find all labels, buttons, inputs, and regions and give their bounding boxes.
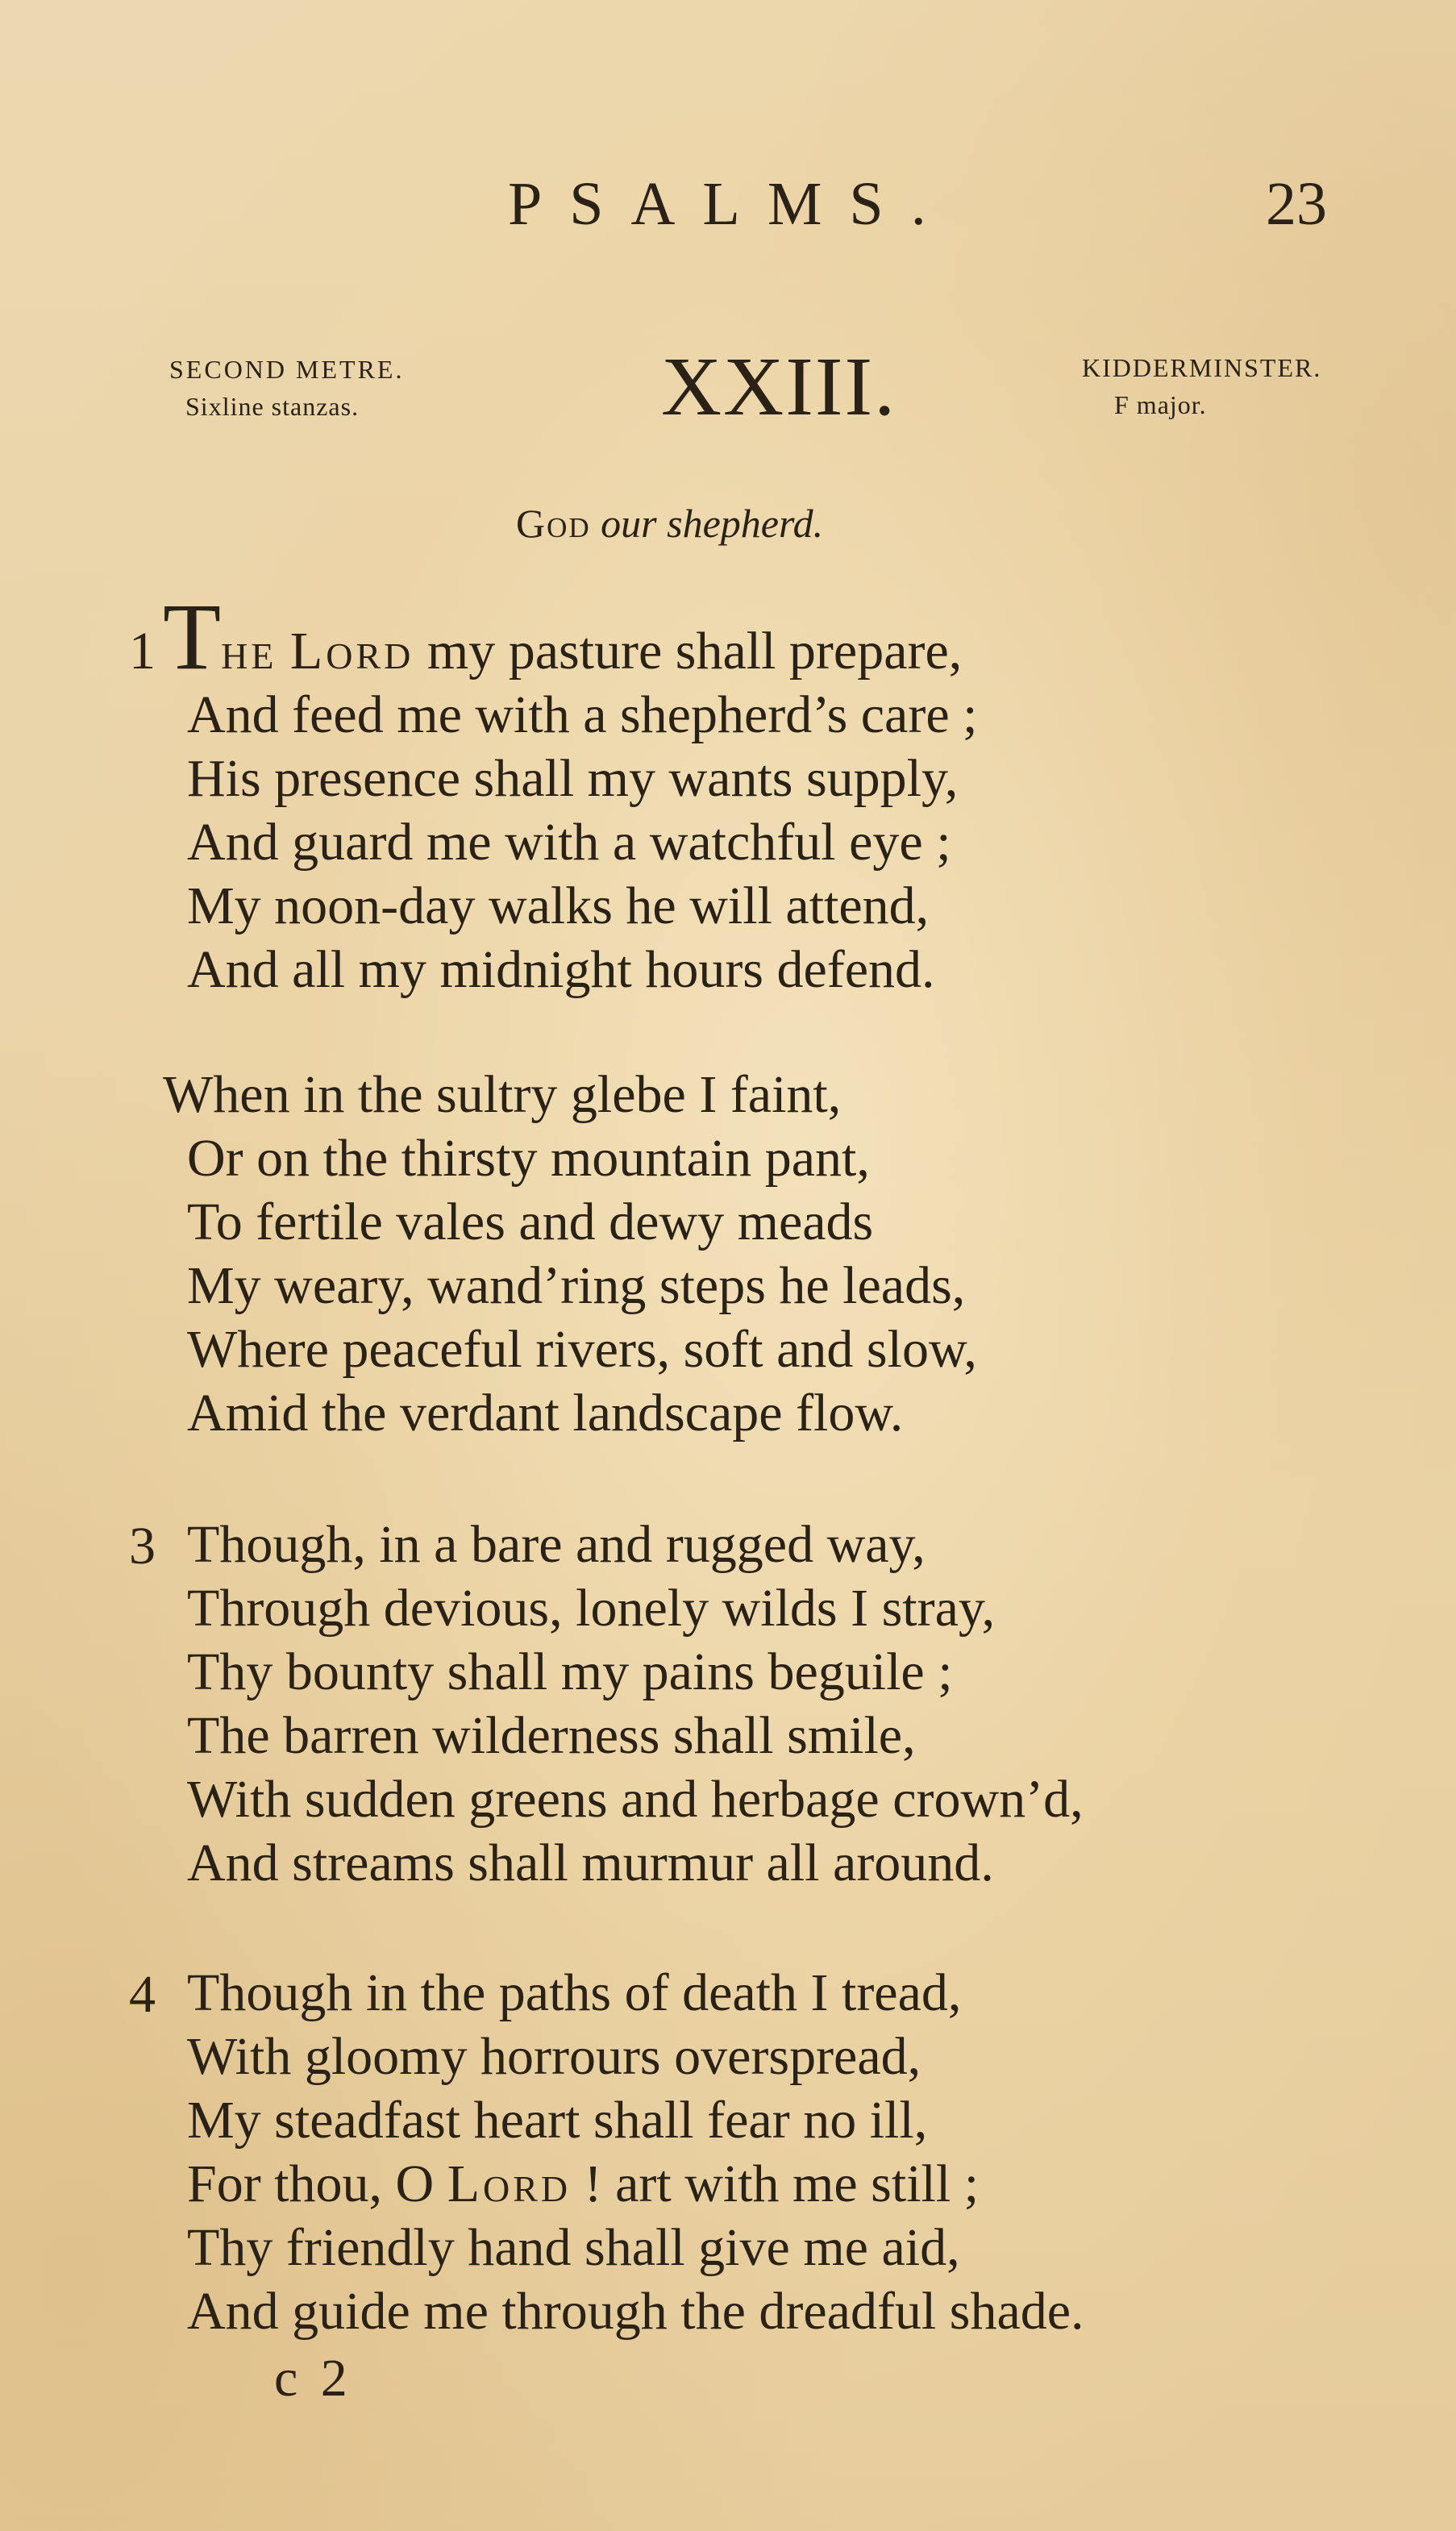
line-lord: Lord	[447, 2154, 572, 2213]
stanza-first-line: Though in the paths of death I tread,	[187, 1963, 962, 2022]
verse-number: 4	[129, 1965, 156, 2024]
tune-name: KIDDERMINSTER.	[1082, 353, 1322, 382]
stanza-line: To fertile vales and dewy meads	[187, 1193, 874, 1251]
stanza-line: My noon-day walks he will attend,	[187, 876, 930, 935]
stanza-first-line: When in the sultry glebe I faint,	[163, 1065, 842, 1124]
psalm-subtitle	[516, 500, 823, 547]
stanza-line: Amid the verdant landscape flow.	[187, 1384, 904, 1442]
signature-mark: c 2	[274, 2349, 352, 2408]
verse-number: 1	[129, 622, 156, 681]
opening-lord: Lord	[289, 622, 414, 681]
stanza-line: With sudden greens and herbage crown’d,	[187, 1770, 1084, 1829]
line-post: ! art with me still ;	[571, 2154, 980, 2213]
page-number: 23	[1266, 170, 1327, 238]
stanza-line: Or on the thirsty mountain pant,	[187, 1129, 870, 1188]
subtitle-rest: our shepherd.	[601, 501, 824, 546]
stanza-line: Through devious, lonely wilds I stray,	[187, 1579, 996, 1638]
stanza-1	[163, 584, 978, 1001]
stanza-first-line: Though, in a bare and rugged way,	[187, 1515, 926, 1574]
stanza-line: Thy friendly hand shall give me aid,	[187, 2218, 960, 2277]
running-title: PSALMS.	[508, 170, 954, 238]
stanza-line: And guard me with a watchful eye ;	[187, 813, 951, 872]
stanza-4	[187, 1961, 1084, 2343]
stanza-line: And guide me through the dreadful shade.	[187, 2282, 1084, 2341]
opening-he: he	[221, 622, 277, 681]
stanza-2	[163, 1063, 977, 1445]
stanza-line: And streams shall murmur all around.	[187, 1834, 994, 1892]
stanza-line: My steadfast heart shall fear no ill,	[187, 2091, 928, 2150]
tune-key: F major.	[1114, 390, 1207, 419]
stanza-line: And feed me with a shepherd’s care ;	[187, 685, 978, 744]
stanza-line: Thy bounty shall my pains beguile ;	[187, 1642, 953, 1701]
verse-number: 3	[129, 1517, 156, 1576]
stanza-line: Where peaceful rivers, soft and slow,	[187, 1320, 977, 1379]
metre-label: SECOND METRE.	[169, 355, 405, 384]
stanza-form-label: Sixline stanzas.	[185, 392, 360, 421]
stanza-line: The barren wilderness shall smile,	[187, 1706, 916, 1765]
stanza-line	[187, 2152, 1084, 2216]
drop-cap: T	[163, 584, 222, 689]
stanza-line: And all my midnight hours defend.	[187, 940, 935, 999]
stanza-line: My weary, wand’ring steps he leads,	[187, 1256, 966, 1315]
stanza-3	[187, 1513, 1084, 1895]
stanza-line: With gloomy horrours overspread,	[187, 2027, 921, 2086]
psalm-number: XXIII.	[661, 340, 897, 433]
stanza-first-line	[163, 584, 977, 689]
opening-rest: my pasture shall prepare,	[414, 622, 963, 681]
subtitle-god: God	[516, 501, 591, 546]
stanza-line: His presence shall my wants supply,	[187, 749, 959, 808]
line-pre: For thou, O	[187, 2154, 447, 2213]
